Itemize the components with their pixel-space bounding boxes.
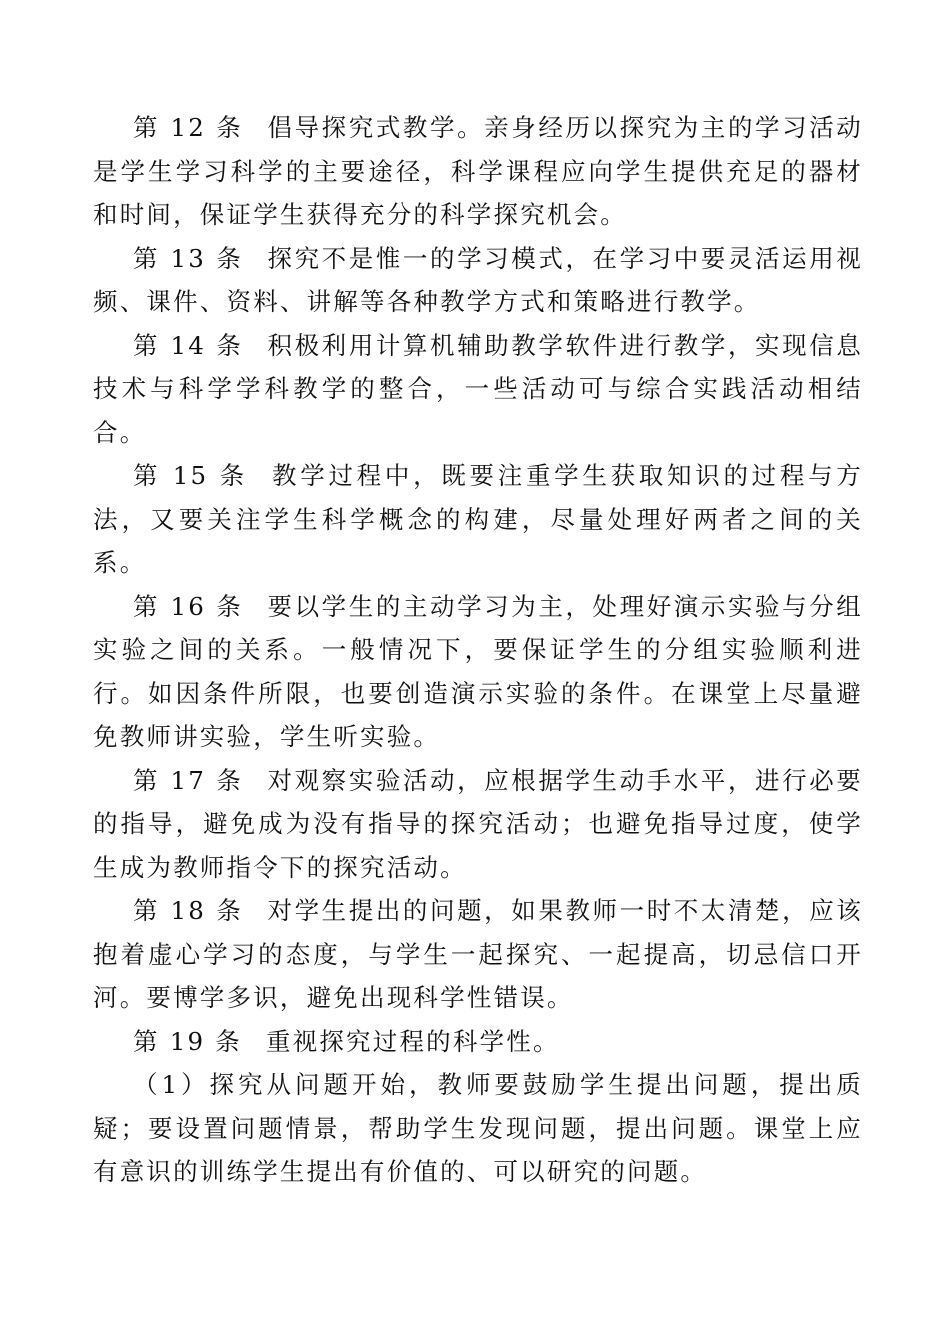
article-text: 对学生提出的问题，如果教师一时不太清楚，应该抱着虚心学习的态度，与学生一起探究、一起提高，切忌信口开河。要博学多识，避免出现科学性错误。: [93, 896, 863, 1012]
article-18: [93, 889, 863, 1020]
article-15: [93, 454, 863, 585]
item-text: （1）探究从问题开始，教师要鼓励学生提出问题，提出质疑；要设置问题情景，帮助学生发现问题，提出问题。课堂上应有意识的训练学生提出有价值的、可以研究的问题。: [93, 1070, 863, 1186]
article-17: [93, 759, 863, 890]
article-14: [93, 324, 863, 455]
article-text: 对观察实验活动，应根据学生动手水平，进行必要的指导，避免成为没有指导的探究活动；也避免指导过度，使学生成为教师指令下的探究活动。: [93, 765, 863, 882]
article-text: 积极利用计算机辅助教学软件进行教学，实现信息技术与科学学科教学的整合，一些活动可与综合实践活动相结合。: [93, 330, 863, 447]
article-number: 第 16 条: [133, 591, 244, 621]
article-number: 第 19 条: [133, 1026, 242, 1056]
article-text: 要以学生的主动学习为主，处理好演示实验与分组实验之间的关系。一般情况下，要保证学生的分组实验顺利进行。如因条件所限，也要创造演示实验的条件。在课堂上尽量避免教师讲实验，学生听实验。: [93, 591, 863, 751]
article-13: [93, 237, 863, 324]
article-text: 重视探究过程的科学性。: [265, 1026, 560, 1056]
article-number: 第 15 条: [133, 461, 249, 490]
article-number: 第 12 条: [133, 113, 244, 142]
article-19: [93, 1020, 863, 1064]
article-19-item-1: [93, 1063, 863, 1194]
article-number: 第 14 条: [133, 330, 244, 360]
article-16: [93, 585, 863, 759]
article-12: [93, 106, 863, 237]
article-text: 倡导探究式教学。亲身经历以探究为主的学习活动是学生学习科学的主要途径，科学课程应向学生提供充足的器材和时间，保证学生获得充分的科学探究机会。: [93, 113, 863, 229]
article-text: 教学过程中，既要注重学生获取知识的过程与方法，又要关注学生科学概念的构建，尽量处理好两者之间的关系。: [93, 461, 863, 577]
article-number: 第 18 条: [133, 896, 244, 925]
document-page: [93, 106, 863, 1194]
article-number: 第 17 条: [133, 765, 244, 795]
article-text: 探究不是惟一的学习模式，在学习中要灵活运用视频、课件、资料、讲解等各种教学方式和策略进行教学。: [93, 243, 863, 316]
article-number: 第 13 条: [133, 243, 244, 273]
